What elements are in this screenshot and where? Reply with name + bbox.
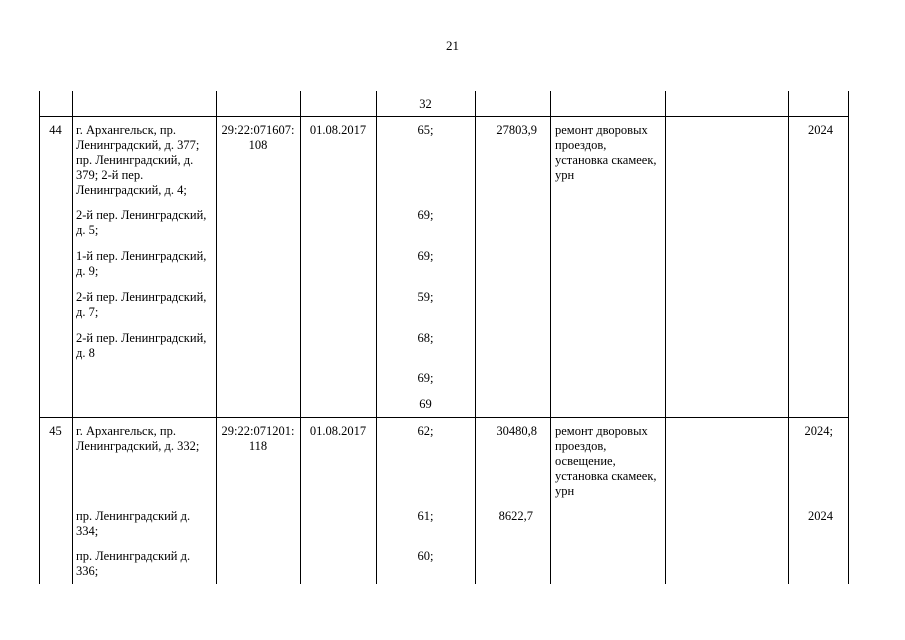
address-line: Ленинградский, д. 4; — [76, 183, 187, 197]
apartments: 62; — [417, 424, 434, 438]
address-line: Ленинградский, д. 377; — [76, 138, 200, 152]
year: 2024; — [804, 424, 833, 438]
works-line: ремонт дворовых — [555, 424, 648, 438]
address-line: пр. Ленинградский д. — [76, 509, 191, 523]
column-divider — [72, 91, 73, 584]
apartments: 69; — [417, 249, 434, 263]
works-line: урн — [555, 168, 575, 182]
works-line: ремонт дворовых — [555, 123, 648, 137]
works-line: установка скамеек, — [555, 469, 657, 483]
address-line: 2-й пер. Ленинградский, — [76, 331, 207, 345]
row-divider — [39, 116, 849, 117]
area: 30480,8 — [496, 424, 537, 438]
row-divider — [39, 417, 849, 418]
area: 27803,9 — [496, 123, 537, 137]
address-line: г. Архангельск, пр. — [76, 123, 176, 137]
column-divider — [216, 91, 217, 584]
year: 2024 — [808, 123, 833, 137]
works-line: освещение, — [555, 454, 616, 468]
apartments: 65; — [417, 123, 434, 137]
year: 2024 — [808, 509, 833, 523]
row-number: 45 — [49, 424, 62, 438]
column-divider — [550, 91, 551, 584]
row-number: 44 — [49, 123, 62, 137]
date: 01.08.2017 — [309, 123, 367, 137]
area: 8622,7 — [498, 509, 533, 523]
address-line: 379; 2-й пер. — [76, 168, 144, 182]
apartments: 69; — [417, 371, 434, 385]
table-border-right — [848, 91, 849, 584]
apartments: 59; — [417, 290, 434, 304]
address-line: 334; — [76, 524, 99, 538]
table-border-left — [39, 91, 40, 584]
cadastral-number: 118 — [248, 439, 268, 453]
cont-apartments: 32 — [419, 97, 432, 111]
address-line: д. 9; — [76, 264, 99, 278]
address-line: г. Архангельск, пр. — [76, 424, 176, 438]
works-line: урн — [555, 484, 575, 498]
column-divider — [665, 91, 666, 584]
date: 01.08.2017 — [309, 424, 367, 438]
address-line: 336; — [76, 564, 99, 578]
address-line: д. 7; — [76, 305, 99, 319]
address-line: д. 5; — [76, 223, 99, 237]
works-line: проездов, — [555, 138, 607, 152]
address-line: пр. Ленинградский, д. — [76, 153, 194, 167]
apartments: 69 — [419, 397, 432, 411]
column-divider — [300, 91, 301, 584]
apartments: 68; — [417, 331, 434, 345]
page-number: 21 — [446, 38, 459, 53]
works-line: проездов, — [555, 439, 607, 453]
address-line: 2-й пер. Ленинградский, — [76, 290, 207, 304]
cadastral-number: 29:22:071607: — [221, 123, 295, 137]
works-line: установка скамеек, — [555, 153, 657, 167]
address-line: Ленинградский, д. 332; — [76, 439, 200, 453]
cadastral-number: 29:22:071201: — [221, 424, 295, 438]
apartments: 60; — [417, 549, 434, 563]
cadastral-number: 108 — [248, 138, 268, 152]
address-line: пр. Ленинградский д. — [76, 549, 191, 563]
address-line: д. 8 — [76, 346, 95, 360]
address-line: 1-й пер. Ленинградский, — [76, 249, 207, 263]
apartments: 69; — [417, 208, 434, 222]
address-line: 2-й пер. Ленинградский, — [76, 208, 207, 222]
apartments: 61; — [417, 509, 434, 523]
